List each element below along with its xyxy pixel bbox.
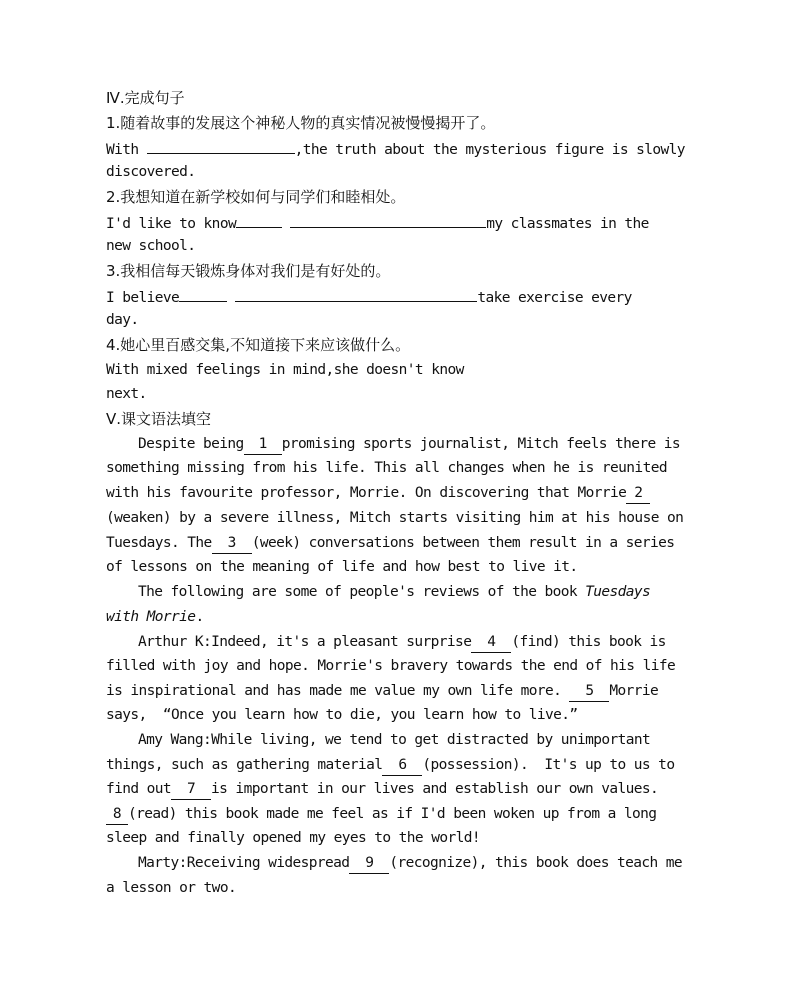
passage-line bbox=[106, 605, 204, 629]
book-title: Tuesdays bbox=[585, 584, 651, 600]
passage-line: sleep and finally opened my eyes to the world! bbox=[106, 830, 480, 846]
q1-text-a: With bbox=[106, 142, 147, 158]
q1-continuation: discovered. bbox=[106, 164, 196, 180]
q1-english bbox=[106, 136, 685, 160]
text: is important in our lives and establish our own values. bbox=[211, 781, 659, 797]
text: The following are some of people's reviews of the book bbox=[138, 584, 586, 600]
q2-answer-blank-1[interactable] bbox=[236, 210, 282, 228]
text: (find) this book is bbox=[511, 634, 666, 650]
section-4-heading: Ⅳ.完成句子 bbox=[106, 89, 185, 107]
blank-8[interactable]: 8 bbox=[106, 804, 128, 825]
section-5-heading: Ⅴ.课文语法填空 bbox=[106, 410, 212, 428]
q4-chinese: 4.她心里百感交集,不知道接下来应该做什么。 bbox=[106, 336, 411, 354]
q1-text-b: ,the truth about the mysterious figure is slowly bbox=[294, 142, 685, 158]
blank-1[interactable]: 1 bbox=[244, 434, 282, 455]
q1-answer-blank[interactable] bbox=[147, 136, 295, 154]
q3-continuation: day. bbox=[106, 312, 139, 328]
text: (read) this book made me feel as if I'd been woken up from a long bbox=[128, 806, 657, 822]
passage-line: says, “Once you learn how to die, you learn how to live.” bbox=[106, 707, 578, 723]
passage-line: of lessons on the meaning of life and how best to live it. bbox=[106, 559, 578, 575]
text: (week) conversations between them result in a series bbox=[251, 535, 675, 551]
q1-chinese: 1.随着故事的发展这个神秘人物的真实情况被慢慢揭开了。 bbox=[106, 114, 496, 132]
passage-line: filled with joy and hope. Morrie's bravery towards the end of his life bbox=[106, 658, 676, 674]
text: things, such as gathering material bbox=[106, 757, 383, 773]
text: Tuesdays. The bbox=[106, 535, 212, 551]
text: Despite being bbox=[138, 436, 244, 452]
q2-chinese: 2.我想知道在新学校如何与同学们和睦相处。 bbox=[106, 188, 406, 206]
q2-text-b: my classmates in the bbox=[486, 216, 649, 232]
passage-line bbox=[138, 580, 650, 604]
blank-3[interactable]: 3 bbox=[212, 533, 252, 554]
blank-9[interactable]: 9 bbox=[349, 853, 389, 874]
text: Arthur K:Indeed, it's a pleasant surprise bbox=[138, 634, 472, 650]
passage-line bbox=[138, 630, 666, 654]
q3-text-a: I believe bbox=[106, 290, 180, 306]
q3-answer-blank-2[interactable] bbox=[235, 284, 477, 302]
blank-2[interactable]: 2 bbox=[626, 483, 650, 504]
passage-line: (weaken) by a severe illness, Mitch starts visiting him at his house on bbox=[106, 510, 684, 526]
blank-6[interactable]: 6 bbox=[382, 755, 422, 776]
passage-line: Amy Wang:While living, we tend to get distracted by unimportant bbox=[138, 732, 651, 748]
text: . bbox=[195, 609, 204, 625]
passage-line bbox=[106, 753, 674, 777]
text: Morrie bbox=[609, 683, 659, 699]
q2-text-a: I'd like to know bbox=[106, 216, 237, 232]
passage-line bbox=[106, 531, 674, 555]
text: find out bbox=[106, 781, 172, 797]
q3-answer-blank-1[interactable] bbox=[179, 284, 227, 302]
text: Marty:Receiving widespread bbox=[138, 855, 350, 871]
q3-chinese: 3.我相信每天锻炼身体对我们是有好处的。 bbox=[106, 262, 391, 280]
passage-line bbox=[106, 481, 650, 505]
blank-7[interactable]: 7 bbox=[171, 779, 211, 800]
passage-line bbox=[138, 432, 680, 456]
q2-english bbox=[106, 210, 649, 234]
text: promising sports journalist, Mitch feels there is bbox=[281, 436, 681, 452]
passage-line bbox=[106, 802, 656, 826]
book-title: with Morrie bbox=[106, 609, 196, 625]
blank-4[interactable]: 4 bbox=[471, 632, 511, 653]
passage-line bbox=[138, 851, 682, 875]
passage-line bbox=[106, 679, 658, 703]
blank-5[interactable]: 5 bbox=[569, 681, 609, 702]
q3-english bbox=[106, 284, 632, 308]
text: (possession). It's up to us to bbox=[422, 757, 675, 773]
passage-line: something missing from his life. This all changes when he is reunited bbox=[106, 460, 667, 476]
text: with his favourite professor, Morrie. On discovering that Morrie bbox=[106, 485, 627, 501]
q2-answer-blank-2[interactable] bbox=[290, 210, 486, 228]
text: is inspirational and has made me value my own life more. bbox=[106, 683, 570, 699]
q3-text-b: take exercise every bbox=[477, 290, 632, 306]
q4-continuation: next. bbox=[106, 386, 147, 402]
q4-english: With mixed feelings in mind,she doesn't know bbox=[106, 362, 464, 378]
q2-continuation: new school. bbox=[106, 238, 196, 254]
passage-line: a lesson or two. bbox=[106, 880, 237, 896]
passage-line bbox=[106, 777, 658, 801]
text: (recognize), this book does teach me bbox=[389, 855, 683, 871]
